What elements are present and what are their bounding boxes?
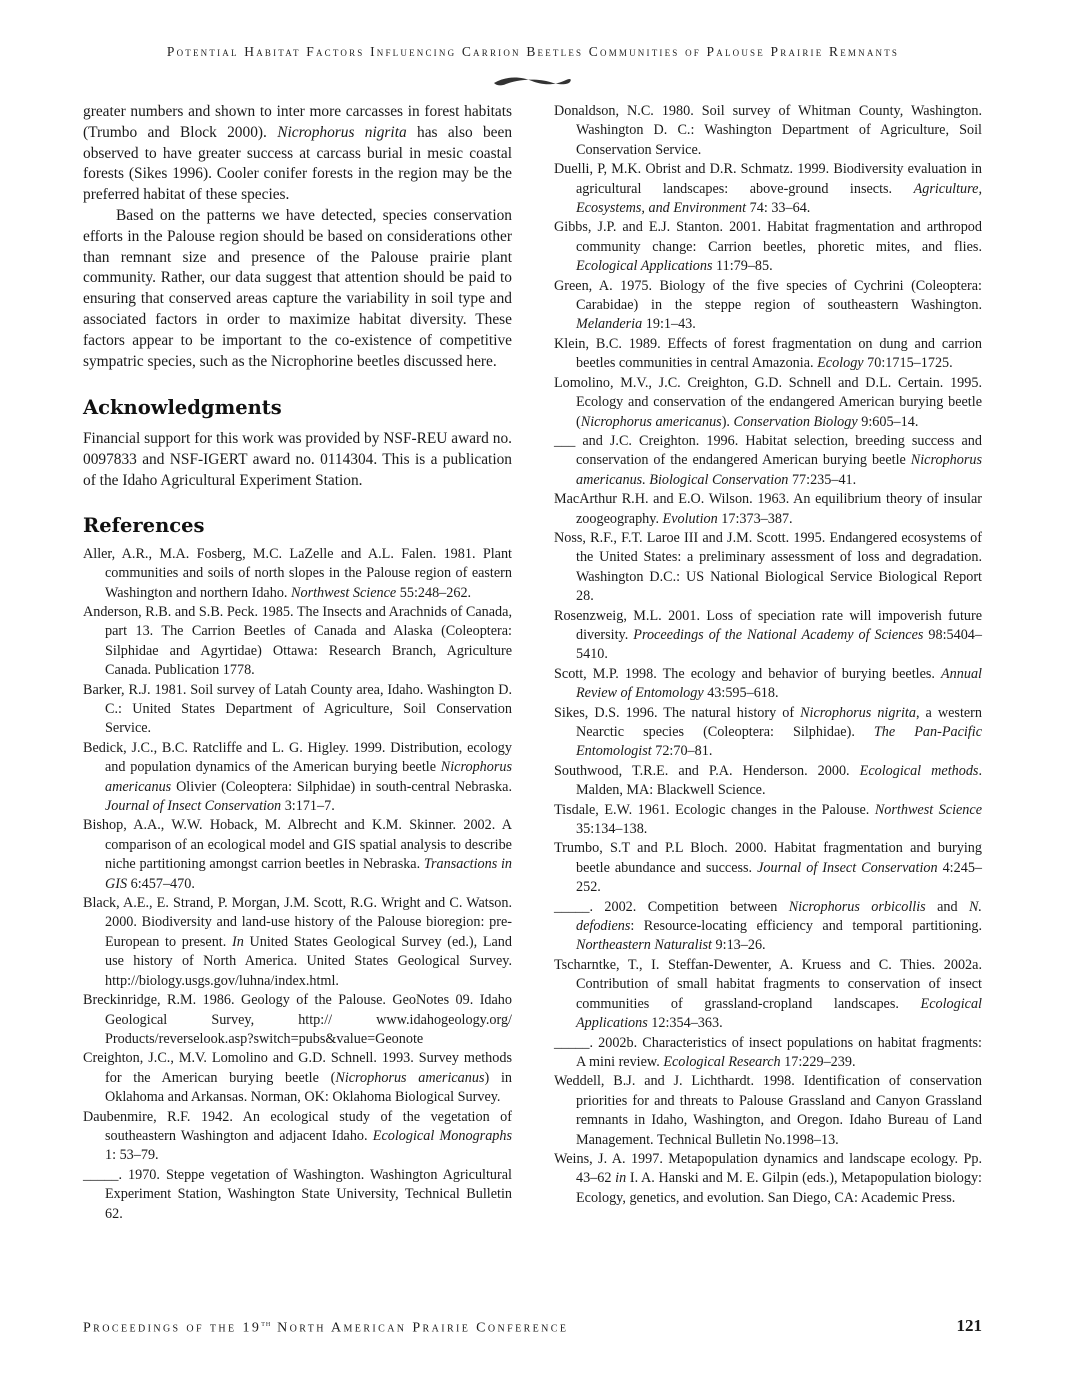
body-paragraph: Based on the patterns we have detected, species conservation efforts in the Palouse region should be based on considerations other than remnant size and presence of the Palouse prairie plant community. Rather, our data suggest that attention should be paid to ensuring that conserved areas capture the variability in soil type and associated factors in order to maximize habitat diversity. These factors appear to be important to the co-existence of competitive sympatric species, such as the Nicrophorine beetles discussed here. [83,206,512,370]
reference-item: ___ and J.C. Creighton. 1996. Habitat selection, breeding success and conservation of the endangered American burying beetle Nicrophorus americanus. Biological Conservation 77:235–41. [554,432,982,488]
reference-item: Creighton, J.C., M.V. Lomolino and G.D. Schnell. 1993. Survey methods for the American burying beetle (Nicrophorus americanus) in Oklahoma and Arkansas. Norman, OK: Oklahoma Biological Survey. [83,1050,512,1106]
reference-item: Tscharntke, T., I. Steffan-Dewenter, A. Kruess and C. Thies. 2002a. Contribution of small habitat fragments to conservation of insect communities of grassland-cropland landscapes. Ecological Applications 12:354–363. [554,956,982,1032]
reference-item: Bedick, J.C., B.C. Ratcliffe and L. G. Higley. 1999. Distribution, ecology and population dynamics of the American burying beetle Nicrophorus americanus Olivier (Coleoptera: Silphidae) in south-central Nebraska. Journal of Insect Conservation 3:171–7. [83,739,512,815]
page-number: 121 [956,1316,982,1335]
reference-item: Scott, M.P. 1998. The ecology and behavior of burying beetles. Annual Review of Entomology 43:595–618. [554,665,982,702]
reference-item: Noss, R.F., F.T. Laroe III and J.M. Scott. 1995. Endangered ecosystems of the United States: a preliminary assessment of loss and degradation. Washington D.C.: US National Biological Service Biological Report 28. [554,529,982,605]
reference-item: _____. 1970. Steppe vegetation of Washington. Washington Agricultural Experiment Station, Washington State University, Technical Bulletin 62. [83,1166,512,1222]
reference-item: Donaldson, N.C. 1980. Soil survey of Whitman County, Washington. Washington D. C.: Washington Department of Agriculture, Soil Conservation Service. [554,103,982,158]
reference-item: Klein, B.C. 1989. Effects of forest fragmentation on dung and carrion beetles communities in central Amazonia. Ecology 70:1715–1725. [554,335,982,372]
page-footer [83,1318,982,1342]
reference-item: _____. 2002b. Characteristics of insect populations on habitat fragments: A mini review. Ecological Research 17:229–239. [554,1034,982,1070]
body-paragraph: greater numbers and shown to inter more carcasses in forest habitats (Trumbo and Block 2000). Nicrophorus nigrita has also been observed to have greater success at carcass burial in mesic coastal forests (Sikes 1996). Cooler conifer forests in the region may be the preferred habitat of these species. [83,103,513,204]
reference-item: Anderson, R.B. and S.B. Peck. 1985. The Insects and Arachnids of Canada, part 13. The Carrion Beetles of Canada and Alaska (Coleoptera: Silphidae and Agyrtidae) Ottawa: Research Branch, Agriculture Canada. Publication 1778. [83,603,512,679]
left-column [83,102,512,1224]
reference-item: Duelli, P, M.K. Obrist and D.R. Schmatz. 1999. Biodiversity evaluation in agricultural landscapes: above-ground insects. Agriculture, Ecosystems, and Environment 74: 33–64. [554,161,982,217]
reference-item: Southwood, T.R.E. and P.A. Henderson. 2000. Ecological methods. Malden, MA: Blackwell Science. [554,762,982,799]
reference-item: Sikes, D.S. 1996. The natural history of Nicrophorus nigrita, a western Nearctic species (Coleoptera: Silphidae). The Pan-Pacific Entomologist 72:70–81. [554,704,982,760]
footer-title: Proceedings of the 19th North American Prairie Conference [83,1318,569,1336]
reference-item: Lomolino, M.V., J.C. Creighton, G.D. Schnell and D.L. Certain. 1995. Ecology and conservation of the endangered American burying beetle (Nicrophorus americanus). Conservation Biology 9:605–14. [554,374,982,430]
reference-item: Weddell, B.J. and J. Lichthardt. 1998. Identification of conservation priorities for and threats to Palouse Grassland and Canyon Grassland remnants in Idaho, Washington, and Oregon. Idaho Bureau of Land Management. Technical Bulletin No.1998–13. [554,1073,982,1148]
reference-item: MacArthur R.H. and E.O. Wilson. 1963. An equilibrium theory of insular zoogeography. Evolution 17:373–387. [554,491,982,527]
reference-item: Barker, R.J. 1981. Soil survey of Latah County area, Idaho. Washington D. C.: United States Department of Agriculture, Soil Conservation Service. [83,681,512,737]
reference-item: Trumbo, S.T and P.L Bloch. 2000. Habitat fragmentation and burying beetle abundance and success. Journal of Insect Conservation 4:245–252. [554,840,983,896]
right-column [554,102,982,1208]
acknowledgments-text: Financial support for this work was provided by NSF-REU award no. 0097833 and NSF-IGERT award no. 0114304. This is a publication of the Idaho Agricultural Experiment Station. [83,430,512,489]
reference-item: Aller, A.R., M.A. Fosberg, M.C. LaZelle and A.L. Falen. 1981. Plant communities and soils of north slopes in the Palouse region of eastern Washington and northern Idaho. Northwest Science 55:248–262. [83,545,512,601]
reference-item: _____. 2002. Competition between Nicrophorus orbicollis and N. defodiens: Resource-locating efficiency and temporal partitioning. Northeastern Naturalist 9:13–26. [554,898,982,954]
reference-item: Gibbs, J.P. and E.J. Stanton. 2001. Habitat fragmentation and arthropod community change: Carrion beetles, phoretic mites, and flies. Ecological Applications 11:79–85. [554,219,982,275]
reference-item: Bishop, A.A., W.W. Hoback, M. Albrecht and K.M. Skinner. 2002. A comparison of an ecological model and GIS spatial analysis to describe niche partitioning amongst carrion beetles in Nebraska. Transactions in GIS 6:457–470. [83,817,513,892]
reference-item: Weins, J. A. 1997. Metapopulation dynamics and landscape ecology. Pp. 43–62 in I. A. Hanski and M. E. Gilpin (eds.), Metapopulation biology: Ecology, genetics, and evolution. San Diego, CA: Academic Press. [554,1150,982,1206]
reference-item: Daubenmire, R.F. 1942. An ecological study of the vegetation of southeastern Washington and adjacent Idaho. Ecological Monographs 1: 53–79. [83,1108,512,1164]
flourish-ornament-icon [492,74,574,88]
reference-item: Rosenzweig, M.L. 2001. Loss of speciation rate will impoverish future diversity. Proceedings of the National Academy of Sciences 98:5404–5410. [554,607,982,663]
acknowledgments-heading: Acknowledgments [83,396,282,420]
references-heading: References [83,513,205,537]
reference-item: Green, A. 1975. Biology of the five species of Cychrini (Coleoptera: Carabidae) in the steppe region of southeastern Washington. Melanderia 19:1–43. [554,277,982,333]
running-head: Potential Habitat Factors Influencing Carrion Beetles Communities of Palouse Prairie Remnants [166,44,900,59]
reference-item: Black, A.E., E. Strand, P. Morgan, J.M. Scott, R.G. Wright and C. Watson. 2000. Biodiversity and land-use history of the Palouse bioregion: pre-European to present. In United States Geological Survey (ed.), Land use history of North America. United States Geological Survey. http://biology.usgs.gov/luhna/index.html. [83,895,512,989]
reference-item: Breckinridge, R.M. 1986. Geology of the Palouse. GeoNotes 09. Idaho Geological Survey, http:// www.idahogeology.org/ Products/reverselook.asp?switch=pubs&value=Geonote [83,992,512,1047]
reference-item: Tisdale, E.W. 1961. Ecologic changes in the Palouse. Northwest Science 35:134–138. [554,801,982,838]
